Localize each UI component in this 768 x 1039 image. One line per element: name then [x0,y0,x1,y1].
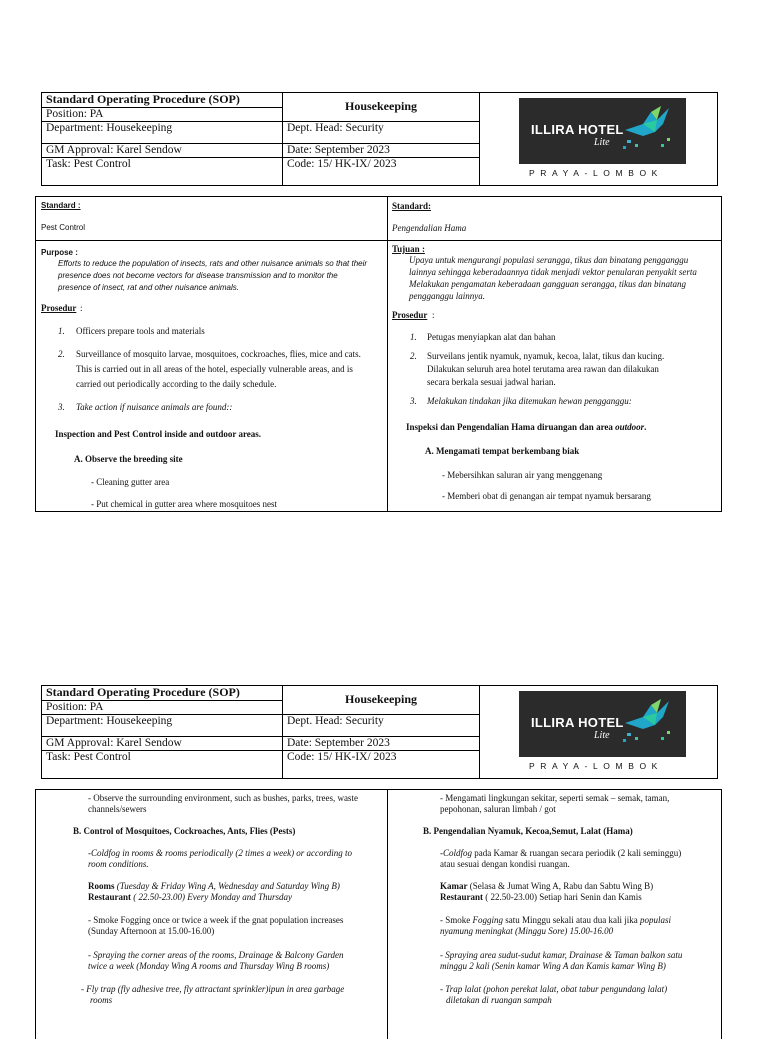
spray-line: twice a week (Monday Wing A rooms and Thursday Wing B rooms) [88,961,330,971]
restaurant-schedule: Restaurant ( 22.50-23.00) Every Monday and Thursday [88,892,292,902]
step-text: secara berkala sesuai jadwal harian. [427,377,556,387]
rooms-schedule: Kamar (Selasa & Jumat Wing A, Rabu dan Sabtu Wing B) [440,881,654,891]
section-title: Housekeeping [345,692,418,706]
step-number: 1. [58,326,65,336]
task-field: Task: Pest Control [46,751,131,763]
subheading-a: A. Mengamati tempat berkembang biak [425,446,580,456]
hotel-logo [519,98,686,164]
logo-location: PRAYA-LOMBOK [529,761,663,771]
standard-value: Pengendalian Hama [392,223,467,233]
date-field: Date: September 2023 [287,144,390,156]
hotel-logo [519,691,686,757]
smoke-line: (Sunday Afternoon at 15.00-16.00) [88,926,215,936]
procedure-label: Prosedur [392,310,428,320]
position-field: Position: PA [46,108,104,120]
step-text: Take action if nuisance animals are found:: [76,402,233,412]
spray-line: - Spraying the corner areas of the rooms, Drainage & Balcony Garden [88,950,344,960]
bird-logo-icon [617,695,677,745]
logo-location: PRAYA-LOMBOK [529,168,663,178]
step-text: Surveilans jentik nyamuk, nyamuk, kecoa, lalat, tikus dan kucing. [427,351,665,361]
logo-sub: Lite [594,730,610,741]
smoke-line: - Smoke Fogging once or twice a week if the gnat population increases [88,915,344,925]
gm-approval-field: GM Approval: Karel Sendow [46,144,182,156]
step-number: 1. [410,332,417,342]
step-text: carried out periodically according to the daily schedule. [76,379,277,389]
step-text: Officers prepare tools and materials [76,326,205,336]
smoke-line: nyamung meningkat (Minggu Sore) 15.00-16.00 [440,926,614,936]
smoke-line: - Smoke Fogging satu Minggu sekali atau dua kali jika populasi [440,915,671,925]
step-number: 3. [58,402,65,412]
logo-name: ILLIRA HOTEL [531,122,624,137]
logo-name: ILLIRA HOTEL [531,715,624,730]
restaurant-schedule: Restaurant ( 22.50-23.00) Setiap hari Senin dan Kamis [440,892,642,902]
purpose-line: lainnya sehingga keberadaannya tidak menjadi vektor penularan penyakit serta [409,267,697,277]
observe-line: pepohonan, saluran limbah / got [440,804,556,814]
standard-label: Standard : [41,201,81,210]
section-title: Housekeeping [345,99,418,113]
step-text: Surveillance of mosquito larvae, mosquitoes, cockroaches, flies, mice and cats. [76,349,361,359]
sop-title: Standard Operating Procedure (SOP) [46,92,240,106]
purpose-label: Tujuan : [392,244,425,254]
procedure-label: Prosedur [41,303,77,313]
purpose-line: Efforts to reduce the population of insects, rats and other nuisance animals so that their [58,259,368,268]
bird-logo-icon [617,102,677,152]
dept-head-field: Dept. Head: Security [287,715,384,727]
code-field: Code: 15/ HK-IX/ 2023 [287,751,397,763]
list-item: - Memberi obat di genangan air tempat nyamuk bersarang [442,491,651,501]
step-text: Dilakukan seluruh area hotel terutama area rawan dan dilakukan [427,364,659,374]
observe-line: channels/sewers [88,804,147,814]
coldfog-line: -Coldfog in rooms & rooms periodically (2 times a week) or according to [88,848,352,858]
step-text: Petugas menyiapkan alat dan bahan [427,332,556,342]
coldfog-line: atau sesuai dengan kondisi ruangan. [440,859,570,869]
step-number: 2. [410,351,417,361]
rooms-schedule: Rooms (Tuesday & Friday Wing A, Wednesday and Saturday Wing B) [88,881,340,891]
trap-line: diletakan di ruangan sampah [446,995,552,1005]
observe-line: - Mengamati lingkungan sekitar, seperti semak – semak, taman, [440,793,670,803]
list-item: - Mebersihkan saluran air yang menggenang [442,470,603,480]
coldfog-line: room conditions. [88,859,149,869]
sop-body-table-2 [35,789,722,1039]
subheading-a: A. Observe the breeding site [74,454,183,464]
sop-body-table-1: Standard : Pest Control Purpose : Efforts to reduce the population of insects, rats and other nuisance animals so that their presence does not become vectors for disease transmission and to monitor the presence of insect, rat and other nuisance animals. Prosedur : 1. Officers prepare tools and materials 2. Surveillance of mosquito larvae, mosquitoes, cockroaches, flies, mice and cats. This is carried out in all areas of the hotel, especially vulnerable areas, and is carried out periodically according to the daily schedule. 3. Take action if nuisance animals are found:: Inspection and Pest Control inside and outdoor areas. A. Observe the breeding site - Cleaning gutter area - Put chemical in gutter area where mosquitoes nest Standard: Pengendalian Hama Tujuan : Upaya untuk mengurangi populasi serangga, tikus dan binatang pengganggu lainnya sehingga keberadaannya tidak menjadi vektor penularan penyakit serta Melakukan pengamatan keberadaan gangguan serangga, tikus dan binatang pengganggu lainnya. Prosedur : 1. Petugas menyiapkan alat dan bahan 2. Surveilans jentik nyamuk, nyamuk, kecoa, lalat, tikus dan kucing. Dilakukan seluruh area hotel terutama area rawan dan dilakukan secara berkala sesuai jadwal harian. 3. Melakukan tindakan jika ditemukan hewan pengganggu: Inspeksi dan Pengendalian Hama diruangan dan area outdoor. A. Mengamati tempat berkembang biak - Mebersihkan saluran air yang menggenang - Memberi obat di genangan air tempat nyamuk bersarang [35,196,722,512]
purpose-line: presence does not become vectors for disease transmission and to monitor the [58,271,338,280]
step-number: 2. [58,349,65,359]
date-field: Date: September 2023 [287,737,390,749]
step-text: This is carried out in all areas of the hotel, especially vulnerable areas, and is [76,364,353,374]
spray-line: - Spraying area sudut-sudut kamar, Drainase & Taman balkon satu [440,950,683,960]
step-number: 3. [410,396,417,406]
standard-value: Pest Control [41,223,86,232]
gm-approval-field: GM Approval: Karel Sendow [46,737,182,749]
list-item: - Cleaning gutter area [91,477,170,487]
purpose-line: Melakukan pengamatan keberadaan gangguan serangga, tikus dan binatang [409,279,686,289]
position-field: Position: PA [46,701,104,713]
task-field: Task: Pest Control [46,158,131,170]
purpose-label: Purpose : [41,248,78,257]
subheading-b: B. Control of Mosquitoes, Cockroaches, Ants, Flies (Pests) [73,826,296,836]
flytrap-line: rooms [90,995,113,1005]
dept-head-field: Dept. Head: Security [287,122,384,134]
standard-label: Standard: [392,201,432,211]
spray-line: minggu 2 kali (Senin kamar Wing A dan Kamis kamar Wing B) [440,961,666,971]
observe-line: - Observe the surrounding environment, such as bushes, parks, trees, waste [88,793,358,803]
purpose-line: pengganggu lainnya. [409,291,485,301]
purpose-line: Upaya untuk mengurangi populasi serangga, tikus dan binatang pengganggu [409,255,689,265]
purpose-line: presence of insect, rat and other nuisance animals. [58,283,239,292]
sop-header-table [41,685,718,779]
sop-header-table [41,92,718,186]
inspection-heading: Inspection and Pest Control inside and outdoor areas. [55,429,262,439]
logo-sub: Lite [594,137,610,148]
code-field: Code: 15/ HK-IX/ 2023 [287,158,397,170]
trap-line: - Trap lalat (pohon perekat lalat, obat tabur pengundang lalat) [440,984,668,994]
list-item: - Put chemical in gutter area where mosquitoes nest [91,499,277,509]
coldfog-line: -Coldfog pada Kamar & ruangan secara periodik (2 kali seminggu) [440,848,682,858]
flytrap-line: - Fly trap (fly adhesive tree, fly attractant sprinkler)ipun in area garbage [81,984,345,994]
step-text: Melakukan tindakan jika ditemukan hewan pengganggu: [427,396,632,406]
sop-title: Standard Operating Procedure (SOP) [46,685,240,699]
department-field: Department: Housekeeping [46,122,173,134]
department-field: Department: Housekeeping [46,715,173,727]
subheading-b: B. Pengendalian Nyamuk, Kecoa,Semut, Lalat (Hama) [423,826,633,836]
inspection-heading: Inspeksi dan Pengendalian Hama diruangan dan area outdoor. [406,422,647,432]
